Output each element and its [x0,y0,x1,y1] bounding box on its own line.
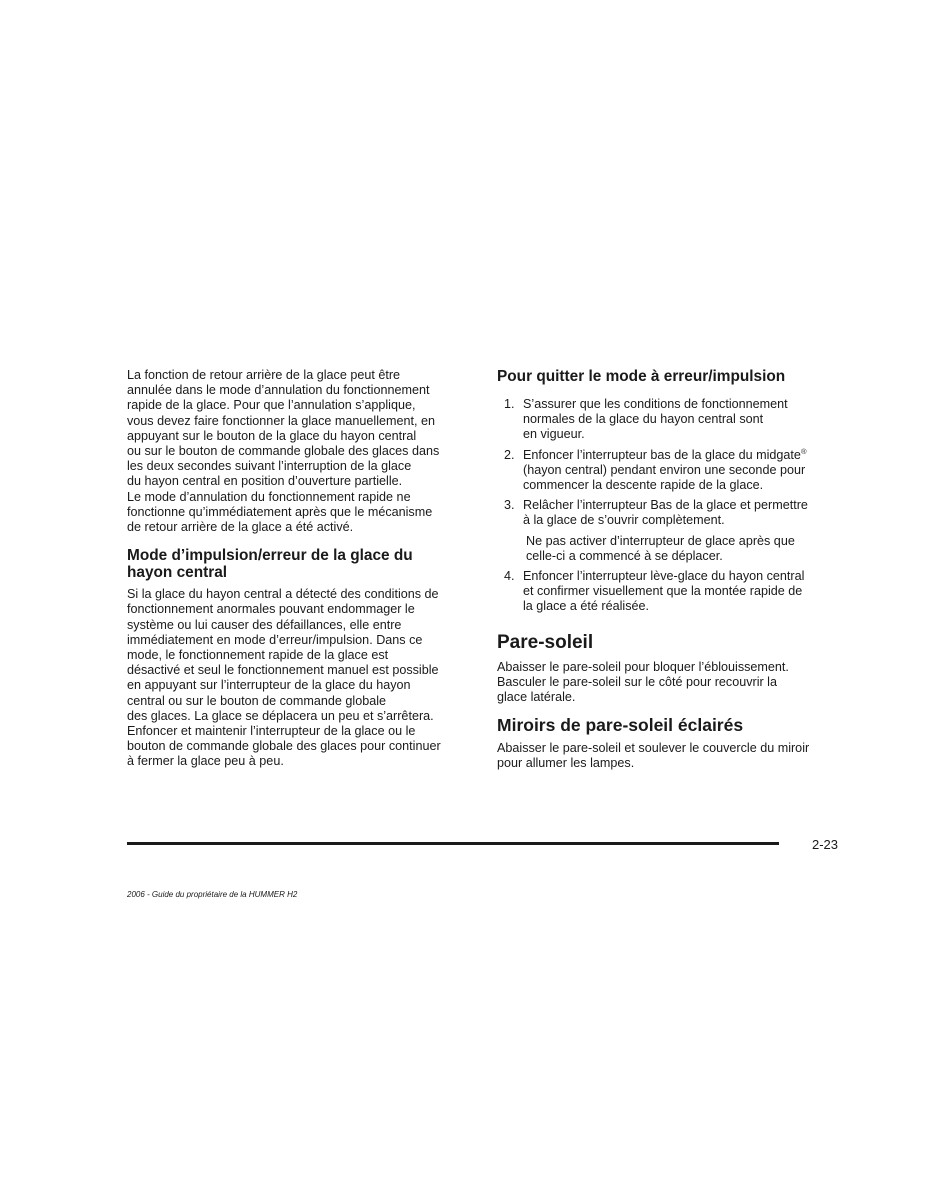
intro-paragraph: La fonction de retour arrière de la glace peut être annulée dans le mode d’annulation du fonctionnement rapide de la glace. Pour que l’annulation s’applique, vous devez faire fonctionner la glace manuellement, en appuyant sur le bouton de la glace du hayon central ou sur le bouton de commande globale des glaces dans les deux secondes suivant l’interruption de la glace du hayon central en position d’ouverture partielle. Le mode d’annulation du fonctionnement rapide ne fonctionne qu’immédiatement après que le mécanisme de retour arrière de la glace a été activé. [127,368,440,535]
list-item [497,397,842,443]
footer-text: 2006 - Guide du propriétaire de la HUMMER H2 [127,890,298,899]
steps-list [497,397,842,615]
step-number: 2. [504,447,515,462]
step-number: 4. [504,569,515,584]
list-item [497,498,842,528]
page-number: 2-23 [812,837,839,852]
section-heading-impulse-mode: Mode d’impulsion/erreur de la glace du hayon central [127,547,413,582]
footer-rule [127,842,779,845]
step-text: Relâcher l’interrupteur Bas de la glace et permettre à la glace de s’ouvrir complètement. [523,498,808,528]
impulse-mode-paragraph: Si la glace du hayon central a détecté des conditions de fonctionnement anormales pouvant endommager le système ou lui causer des défaillances, elle entre immédiatement en mode d’erreur/impulsion. Dans ce mode, le fonctionnement rapide de la glace est désactivé et seul le fonctionnement manuel est possible en appuyant sur l’interrupteur de la glace du hayon central ou sur le bouton de commande globale des glaces. La glace se déplacera un peu et s’arrêtera. Enfoncer et maintenir l’interrupteur de la glace ou le bouton de commande globale des glaces pour continuer à fermer la glace peu à peu. [127,587,441,769]
mirror-paragraph: Abaisser le pare-soleil et soulever le couvercle du miroir pour allumer les lampes. [497,741,810,771]
mirror-heading: Miroirs de pare-soleil éclairés [497,715,744,736]
step-note: Ne pas activer d’interrupteur de glace après que celle-ci a commencé à se déplacer. [526,533,795,563]
step-text: S’assurer que les conditions de fonctionnement normales de la glace du hayon central sont en vigueur. [523,397,788,442]
step-text: Enfoncer l’interrupteur lève-glace du hayon central et confirmer visuellement que la montée rapide de la glace a été réalisée. [523,569,805,614]
registered-mark: ® [800,446,807,456]
step-text [523,448,842,494]
sunvisor-heading: Pare-soleil [497,631,594,653]
right-column [497,368,842,772]
list-item [497,569,842,615]
left-column [127,368,473,770]
step-number: 3. [504,498,515,513]
step-text-part: Enfoncer l’interrupteur bas de la glace du midgate [523,447,801,462]
list-item [497,448,842,494]
step-text-part: (hayon central) pendant environ une seconde pour commencer la descente rapide de la glace. [523,462,806,493]
step-number: 1. [504,397,515,411]
exit-mode-heading: Pour quitter le mode à erreur/impulsion [497,368,786,385]
sunvisor-paragraph: Abaisser le pare-soleil pour bloquer l’éblouissement. Basculer le pare-soleil sur le côté pour recouvrir la glace latérale. [497,659,789,705]
